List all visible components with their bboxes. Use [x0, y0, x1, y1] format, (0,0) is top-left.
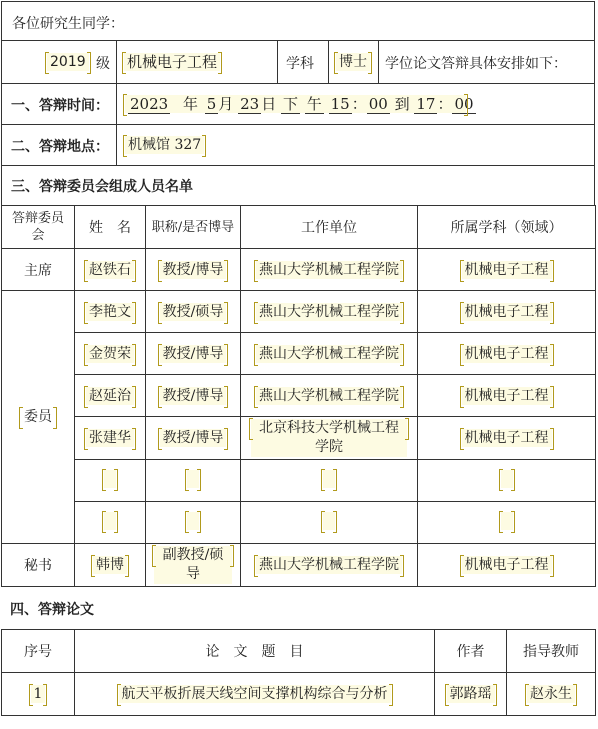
time-colon-2: ：: [437, 95, 453, 113]
empty-name-field[interactable]: [104, 470, 116, 488]
place-field[interactable]: 机械馆 327: [125, 136, 204, 154]
committee-heading-row: [1, 166, 595, 206]
member-field[interactable]: 机械电子工程: [462, 429, 552, 447]
member-title[interactable]: 教授/博导: [160, 387, 227, 405]
year-field[interactable]: 2019: [47, 53, 89, 71]
committee-header-row: [2, 206, 596, 249]
chair-field[interactable]: 机械电子工程: [462, 261, 552, 279]
member-name[interactable]: 赵延治: [86, 387, 134, 405]
degree-field[interactable]: 博士: [336, 53, 370, 71]
table-row: [2, 249, 596, 291]
col-header-title: 职称/是否博导: [146, 206, 241, 249]
secretary-field[interactable]: 机械电子工程: [462, 556, 552, 574]
time-month: 5: [206, 95, 217, 113]
col-header-unit: 工作单位: [241, 206, 418, 249]
member-field[interactable]: 机械电子工程: [462, 345, 552, 363]
committee-heading: 三、答辩委员会组成人员名单: [11, 179, 193, 195]
member-unit[interactable]: 燕山大学机械工程学院: [256, 345, 402, 363]
thesis-author[interactable]: 郭路瑶: [447, 685, 495, 703]
time-year: 2023: [130, 95, 169, 113]
thesis-table: [1, 629, 596, 716]
member-unit[interactable]: 北京科技大学机械工程学院: [251, 419, 407, 457]
chair-unit[interactable]: 燕山大学机械工程学院: [256, 261, 402, 279]
time-start-minute: 00: [368, 95, 388, 113]
subject-label: 学科: [286, 56, 314, 72]
member-role-cell: [2, 291, 75, 544]
table-row: [2, 673, 596, 716]
secretary-role: 秘书: [2, 544, 75, 587]
time-label: 一、答辩时间：: [11, 98, 109, 114]
empty-unit-field[interactable]: [323, 470, 335, 488]
empty-field-field[interactable]: [501, 470, 513, 488]
thesis-heading: 四、答辩论文: [10, 602, 94, 618]
empty-title-field[interactable]: [187, 470, 199, 488]
empty-title-field[interactable]: [187, 512, 199, 530]
empty-name-field[interactable]: [104, 512, 116, 530]
table-row: [2, 375, 596, 417]
time-end-minute: 00: [454, 95, 474, 113]
time-end-hour: 17: [416, 95, 436, 113]
thesis-advisor[interactable]: 赵永生: [527, 685, 575, 703]
empty-unit-field[interactable]: [323, 512, 335, 530]
member-name[interactable]: 张建华: [86, 429, 134, 447]
member-unit[interactable]: 燕山大学机械工程学院: [256, 303, 402, 321]
time-month-unit: 月: [218, 95, 234, 113]
time-ampm-b: 午: [306, 95, 322, 113]
table-row: [2, 502, 596, 544]
table-row: [2, 291, 596, 333]
time-colon-1: ：: [351, 95, 367, 113]
secretary-title[interactable]: 副教授/硕导: [154, 546, 232, 584]
secretary-name[interactable]: 韩博: [93, 556, 127, 574]
time-year-unit: 年: [182, 95, 198, 113]
table-row: [2, 333, 596, 375]
table-row: [2, 544, 596, 587]
place-label: 二、答辩地点：: [11, 139, 109, 155]
member-field[interactable]: 机械电子工程: [462, 387, 552, 405]
chair-name[interactable]: 赵铁石: [86, 261, 134, 279]
table-row: [2, 417, 596, 460]
col-header-advisor: 指导教师: [507, 630, 596, 673]
greeting: 各位研究生同学：: [12, 16, 124, 32]
time-day: 23: [240, 95, 260, 113]
time-day-unit: 日: [261, 95, 277, 113]
col-header-role: 答辩委员会: [2, 206, 75, 249]
time-row: [1, 84, 595, 125]
chair-role: 主席: [2, 249, 75, 291]
member-name[interactable]: 金贺荣: [86, 345, 134, 363]
member-field[interactable]: 机械电子工程: [462, 303, 552, 321]
time-to: 到: [394, 95, 410, 113]
time-start-hour: 15: [330, 95, 350, 113]
member-unit[interactable]: 燕山大学机械工程学院: [256, 387, 402, 405]
time-field[interactable]: [125, 95, 474, 113]
member-role[interactable]: 委员: [21, 408, 55, 426]
intro-tail: 学位论文答辩具体安排如下：: [385, 56, 567, 72]
time-ampm-a: 下: [283, 95, 299, 113]
secretary-unit[interactable]: 燕山大学机械工程学院: [256, 556, 402, 574]
chair-title[interactable]: 教授/博导: [160, 261, 227, 279]
member-title[interactable]: 教授/博导: [160, 345, 227, 363]
member-name[interactable]: 李艳文: [86, 303, 134, 321]
table-row: [2, 460, 596, 502]
col-header-field: 所属学科（领域）: [418, 206, 596, 249]
year-suffix: 级: [96, 56, 110, 72]
member-title[interactable]: 教授/硕导: [160, 303, 227, 321]
committee-table: [1, 205, 596, 587]
col-header-no: 序号: [2, 630, 75, 673]
place-row: [1, 125, 595, 166]
col-header-name: 姓 名: [75, 206, 146, 249]
thesis-title[interactable]: 航天平板折展天线空间支撑机构综合与分析: [119, 685, 391, 703]
col-header-author: 作者: [435, 630, 507, 673]
thesis-header-row: [2, 630, 596, 673]
thesis-heading-row: [1, 587, 595, 629]
member-title[interactable]: 教授/博导: [160, 429, 227, 447]
col-header-thesis-title: 论 文 题 目: [75, 630, 435, 673]
thesis-no[interactable]: 1: [31, 685, 46, 703]
arrangement-notice: [1, 1, 595, 716]
intro-row: [1, 41, 595, 84]
empty-field-field[interactable]: [501, 512, 513, 530]
major-field[interactable]: 机械电子工程: [124, 53, 220, 71]
greeting-row: [1, 1, 595, 41]
